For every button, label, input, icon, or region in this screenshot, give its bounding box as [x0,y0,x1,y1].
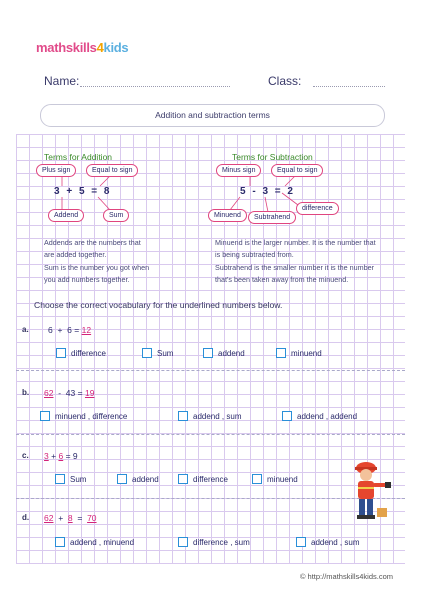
option-c-1[interactable]: Sum [55,474,86,484]
option-b-1[interactable]: minuend , difference [40,411,127,421]
checkbox[interactable] [178,474,188,484]
checkbox[interactable] [55,474,65,484]
checkbox[interactable] [276,348,286,358]
option-b-3[interactable]: addend , addend [282,411,357,421]
option-c-3[interactable]: difference [178,474,228,484]
checkbox[interactable] [56,348,66,358]
checkbox[interactable] [296,537,306,547]
divider [16,370,405,371]
option-a-1[interactable]: difference [56,348,106,358]
minuend-tag: Minuend [208,209,247,222]
option-a-4[interactable]: minuend [276,348,322,358]
sum-tag: Sum [103,209,129,222]
worker-illustration [344,458,396,524]
plus-sign-tag: Plus sign [36,164,76,177]
minus-sign-tag: Minus sign [216,164,261,177]
equal-sign-tag-2: Equal to sign [271,164,323,177]
checkbox[interactable] [282,411,292,421]
question-d-label: d. [22,513,30,522]
checkbox[interactable] [55,537,65,547]
checkbox[interactable] [142,348,152,358]
equal-sign-tag: Equal to sign [86,164,138,177]
question-a-label: a. [22,325,29,334]
difference-tag: difference [296,202,339,215]
name-label: Name: [44,74,80,88]
subtraction-equation: 5 - 3 = 2 [240,186,295,197]
question-c-label: c. [22,451,29,460]
addition-equation: 3 + 5 = 8 [54,186,112,197]
checkbox[interactable] [117,474,127,484]
question-b-label: b. [22,388,30,397]
checkbox[interactable] [252,474,262,484]
checkbox[interactable] [178,411,188,421]
class-label: Class: [268,74,302,88]
option-c-2[interactable]: addend [117,474,159,484]
site-logo: mathskills4kids [36,40,129,55]
question-a-expression: 6 + 6 = 12 [48,325,92,335]
addition-heading: Terms for Addition [44,152,113,162]
option-d-1[interactable]: addend , minuend [55,537,134,547]
question-d-expression: 62 + 8 = 70 [44,513,97,523]
option-b-2[interactable]: addend , sum [178,411,241,421]
instruction: Choose the correct vocabulary for the underlined numbers below. [34,300,283,310]
worksheet-title: Addition and subtraction terms [40,104,385,127]
checkbox[interactable] [40,411,50,421]
option-d-2[interactable]: difference , sum [178,537,250,547]
subtraction-explanation: Minuend is the larger number. It is the number that is being subtracted from. Subtrahend is the smaller number it is the number that's been taken away from the minuend. [215,238,376,285]
footer-url[interactable]: © http://mathskills4kids.com [299,572,393,581]
subtrahend-tag: Subtrahend [248,211,296,224]
option-c-4[interactable]: minuend [252,474,298,484]
addition-explanation: Addends are the numbers that are added together. Sum is the number you got when you add numbers together. [44,238,150,285]
question-b-expression: 62 - 43 = 19 [44,388,95,398]
checkbox[interactable] [203,348,213,358]
option-a-3[interactable]: addend [203,348,245,358]
option-a-2[interactable]: Sum [142,348,173,358]
subtraction-heading: Terms for Subtraction [232,152,313,162]
checkbox[interactable] [178,537,188,547]
addend-tag: Addend [48,209,84,222]
divider [16,434,405,435]
option-d-3[interactable]: addend , sum [296,537,359,547]
question-c-expression: 3 + 6 = 9 [44,451,78,461]
